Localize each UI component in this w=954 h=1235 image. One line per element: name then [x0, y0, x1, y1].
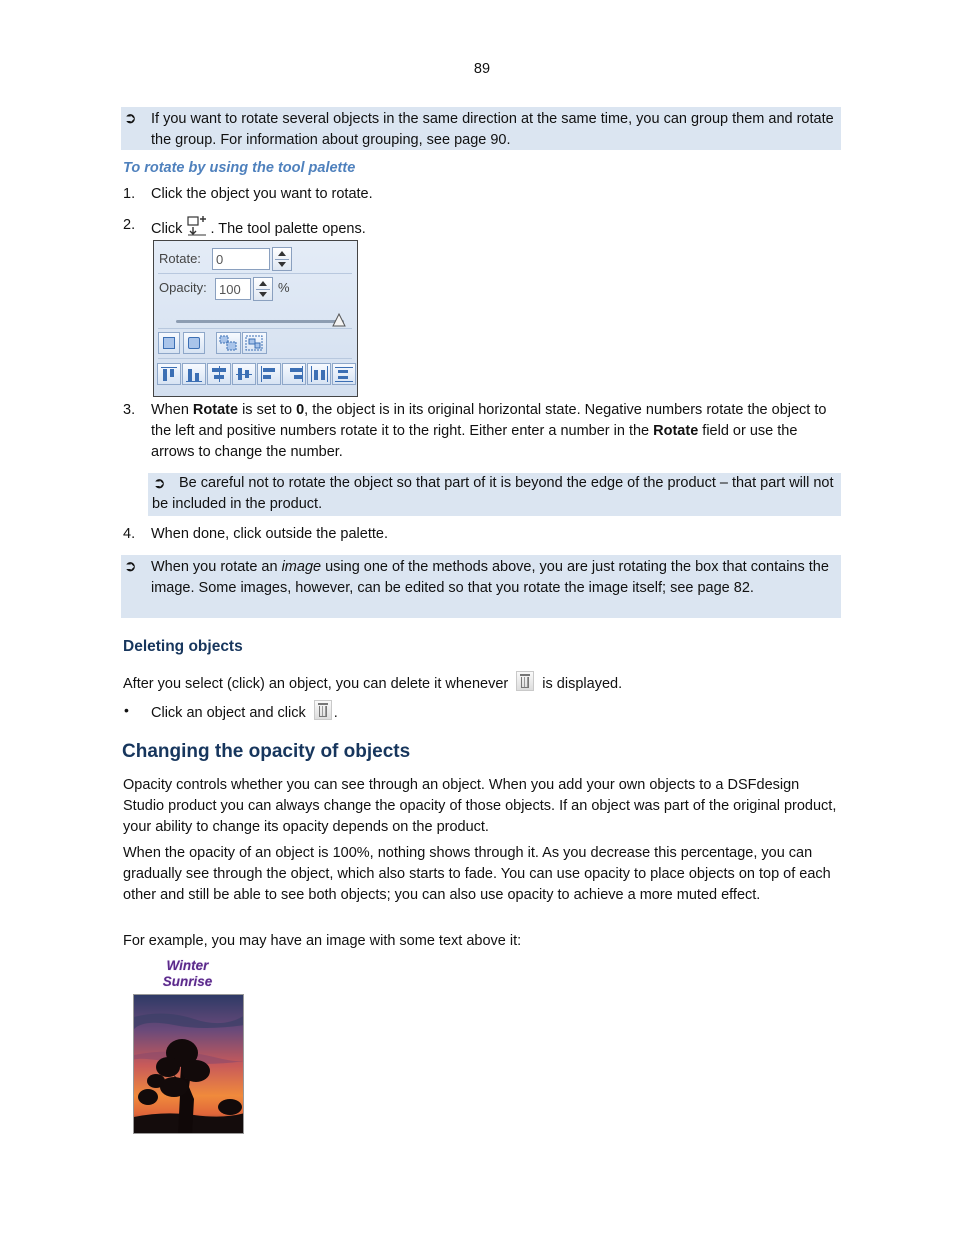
align-bottom-button[interactable]: [182, 363, 206, 385]
note-text: [151, 557, 835, 599]
opacity-paragraph-3: For example, you may have an image with some text above it:: [123, 933, 522, 949]
align-top-button[interactable]: [157, 363, 181, 385]
step-text: [151, 400, 835, 463]
deleting-heading-wrap: [123, 638, 243, 656]
trash-icon: [516, 671, 534, 691]
opacity-heading-wrap: [122, 741, 410, 763]
bullet-text-part: Click an object and click: [151, 705, 310, 721]
note-text: Be careful not to rotate the object so that part of it is beyond the edge of the product – that part will not be included in the product.: [152, 475, 834, 512]
note-text: If you want to rotate several objects in the same direction at the same time, you can group them and rotate the group. For information about grouping, see page 90.: [151, 111, 834, 148]
deleting-heading: Deleting objects: [123, 638, 243, 655]
bring-front-button[interactable]: [158, 332, 180, 354]
step-number: 4.: [123, 526, 136, 542]
arrow-down-icon: [278, 262, 286, 267]
tool-palette: [153, 240, 358, 397]
note-rotate-edge: [148, 473, 841, 516]
bullet-text: [151, 700, 835, 724]
step-text-part: When: [151, 402, 193, 418]
step-number: 2.: [123, 217, 136, 233]
arrow-down-icon: [259, 292, 267, 297]
bullet-text-part: .: [333, 705, 338, 721]
opacity-unit: %: [278, 280, 290, 295]
deleting-paragraph: [123, 671, 839, 695]
opacity-input[interactable]: 100: [215, 278, 251, 300]
note-text-emphasis: image: [281, 559, 322, 575]
opacity-slider-track[interactable]: [176, 320, 344, 323]
example-title-line2: Sunrise: [162, 974, 213, 989]
distribute-v-button[interactable]: [332, 363, 356, 385]
step-text-bold: Rotate: [192, 402, 239, 418]
step-number: 1.: [123, 186, 136, 202]
note-rotate-image: [121, 555, 841, 618]
arrow-up-icon: [278, 251, 286, 256]
trash-icon: [314, 700, 332, 720]
step-text-pre: Click: [151, 221, 187, 237]
step-text-post: . The tool palette opens.: [210, 221, 366, 237]
opacity-paragraph-2: When the opacity of an object is 100%, nothing shows through it. As you decrease this percentage, you can gradually see through the object, which also starts to fade. You can use opacity to place objects on top of each other and still be able to see both objects; you can also use opacity to achieve a more muted effect.: [123, 845, 831, 903]
distribute-h-button[interactable]: [307, 363, 331, 385]
step-text: When done, click outside the palette.: [151, 526, 388, 542]
step-text-part: , the object is in its original horizontal state. Negative numbers rotate the object to the left and positive numbers rotate it to the right. Either enter a number in the: [151, 402, 827, 439]
align-right-button[interactable]: [282, 363, 306, 385]
step-text-bold: Rotate: [653, 423, 699, 439]
align-center-h-button[interactable]: [207, 363, 231, 385]
sunrise-photo: [133, 994, 244, 1134]
example-title: [150, 958, 225, 990]
para-part: After you select (click) an object, you can delete it whenever: [123, 676, 513, 692]
bullet-icon: •: [124, 702, 129, 718]
procedure-heading: To rotate by using the tool palette: [123, 160, 356, 176]
note-group-rotate: [121, 107, 841, 150]
arrow-icon: ➲: [124, 110, 137, 127]
arrow-icon: ➲: [153, 475, 166, 492]
opacity-paragraph-1: Opacity controls whether you can see through an object. When you add your own objects to a DSFdesign Studio product you can always change the opacity of those objects. If an object was part of the original product, your ability to change its opacity depends on the product.: [123, 777, 837, 835]
step-text-bold: 0: [296, 402, 305, 418]
note-text-part: When you rotate an: [151, 559, 282, 575]
group-button[interactable]: [216, 332, 241, 354]
step-text: Click the object you want to rotate.: [151, 186, 373, 202]
ungroup-button[interactable]: [242, 332, 267, 354]
step-text-part: field or use the arrows to change the number.: [151, 423, 798, 460]
opacity-heading: Changing the opacity of objects: [122, 741, 411, 762]
rotate-input[interactable]: 0: [212, 248, 270, 270]
note-text-part: using one of the methods above, you are just rotating the box that contains the image. Some images, however, can be edited so that you rotate the image itself; see page 82.: [151, 559, 829, 596]
align-left-button[interactable]: [257, 363, 281, 385]
layer-icon: [163, 337, 175, 349]
step-text-part: is set to: [238, 402, 297, 418]
layer-icon: [188, 337, 200, 349]
page-number: 89: [473, 61, 491, 77]
align-middle-button[interactable]: [232, 363, 256, 385]
opacity-spinner[interactable]: [253, 277, 273, 301]
example-title-line1: Winter: [166, 958, 209, 973]
send-back-button[interactable]: [183, 332, 205, 354]
arrow-up-icon: [259, 281, 267, 286]
para-part: is displayed.: [538, 676, 623, 692]
arrow-icon: ➲: [124, 558, 137, 575]
step-number: 3.: [123, 402, 136, 418]
rotate-label: Rotate:: [159, 251, 201, 266]
opacity-label: Opacity:: [159, 280, 207, 295]
rotate-spinner[interactable]: [272, 247, 292, 271]
